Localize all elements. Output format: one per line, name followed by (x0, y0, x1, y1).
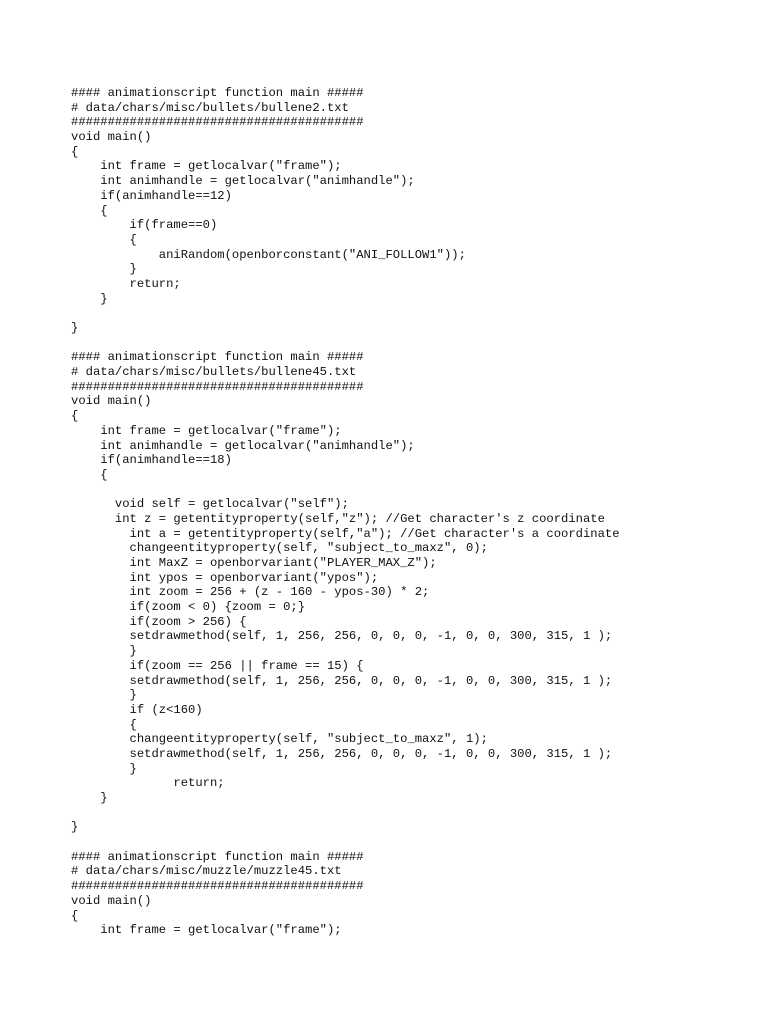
code-line: { (71, 232, 137, 247)
code-line: int animhandle = getlocalvar("animhandle"); (71, 174, 415, 189)
code-line: int ypos = openborvariant("ypos"); (71, 570, 379, 585)
code-line: if(animhandle==18) (71, 453, 232, 468)
code-line: int MaxZ = openborvariant("PLAYER_MAX_Z"); (71, 556, 437, 570)
code-line: { (71, 409, 79, 424)
code-line: int z = getentityproperty(self,"z"); //Get character's z coordinate (71, 511, 605, 526)
code-line: ######################################## (71, 379, 364, 394)
code-line: } (71, 688, 137, 703)
code-line: if(zoom > 256) { (71, 614, 247, 629)
code-line (71, 835, 620, 850)
code-line: if(frame==0) (71, 218, 218, 233)
code-line: { (71, 144, 79, 159)
code-line: int a = getentityproperty(self,"a"); //Get character's a coordinate (71, 526, 620, 541)
code-line: if(animhandle==12) (71, 188, 232, 203)
code-listing (71, 86, 620, 938)
code-line: return; (71, 276, 181, 291)
code-line: } (71, 820, 79, 835)
code-line (71, 306, 620, 321)
code-line: if(zoom < 0) {zoom = 0;} (71, 600, 306, 615)
code-line: ######################################## (71, 115, 364, 130)
code-line: int frame = getlocalvar("frame"); (71, 423, 342, 438)
code-line (71, 336, 620, 351)
code-line: { (71, 203, 108, 218)
code-line: aniRandom(openborconstant("ANI_FOLLOW1")); (71, 247, 466, 262)
code-line: return; (71, 776, 225, 791)
code-line: setdrawmethod(self, 1, 256, 256, 0, 0, 0, -1, 0, 0, 300, 315, 1 ); (71, 673, 613, 688)
code-line: } (71, 321, 79, 335)
code-line: void main() (71, 130, 152, 145)
code-line: setdrawmethod(self, 1, 256, 256, 0, 0, 0, -1, 0, 0, 300, 315, 1 ); (71, 629, 613, 644)
code-line: if (z<160) (71, 702, 203, 717)
code-line: void self = getlocalvar("self"); (71, 497, 349, 512)
code-line: int animhandle = getlocalvar("animhandle"); (71, 438, 415, 453)
code-line: } (71, 262, 137, 277)
code-line: } (71, 291, 108, 306)
code-line: { (71, 908, 79, 923)
code-line: # data/chars/misc/muzzle/muzzle45.txt (71, 864, 342, 879)
code-line: #### animationscript function main ##### (71, 350, 364, 365)
code-line: if(zoom == 256 || frame == 15) { (71, 658, 364, 673)
code-line: void main() (71, 893, 152, 908)
code-line: changeentityproperty(self, "subject_to_maxz", 0); (71, 541, 488, 556)
code-line: } (71, 644, 137, 659)
code-line: setdrawmethod(self, 1, 256, 256, 0, 0, 0, -1, 0, 0, 300, 315, 1 ); (71, 746, 613, 761)
code-line: void main() (71, 394, 152, 409)
code-line: # data/chars/misc/bullets/bullene45.txt (71, 365, 357, 380)
code-line (71, 806, 620, 821)
code-line: { (71, 467, 108, 482)
code-line (71, 483, 620, 498)
code-line: #### animationscript function main ##### (71, 86, 364, 100)
code-line: int zoom = 256 + (z - 160 - ypos-30) * 2; (71, 585, 430, 600)
code-line: } (71, 761, 137, 776)
code-line: } (71, 791, 108, 805)
code-line: #### animationscript function main ##### (71, 849, 364, 864)
code-line: int frame = getlocalvar("frame"); (71, 159, 342, 174)
code-line: { (71, 717, 137, 732)
code-line: int frame = getlocalvar("frame"); (71, 923, 342, 938)
code-line: # data/chars/misc/bullets/bullene2.txt (71, 100, 349, 115)
code-line: changeentityproperty(self, "subject_to_maxz", 1); (71, 732, 488, 747)
code-line: ######################################## (71, 879, 364, 894)
